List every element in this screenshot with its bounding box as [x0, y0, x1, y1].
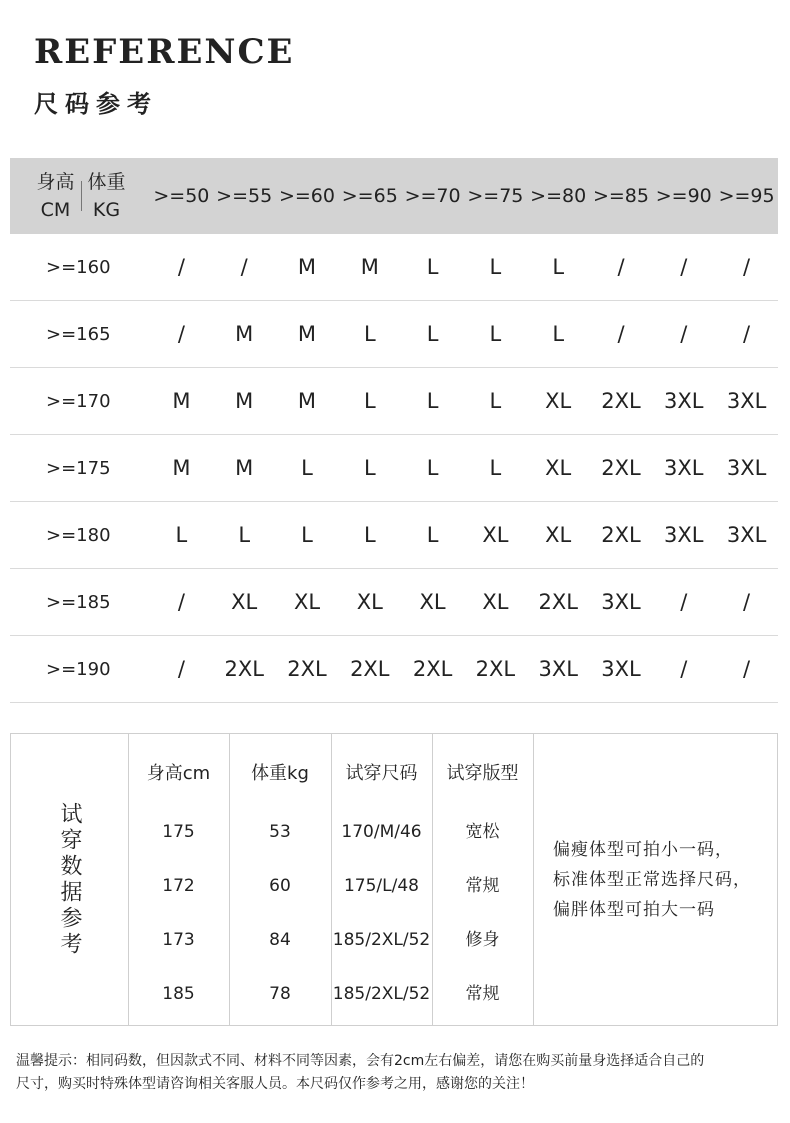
tryon-column-header: 身高cm — [146, 763, 211, 784]
size-cell: / — [652, 301, 715, 368]
tryon-cell: 185/2XL/52 — [332, 930, 431, 950]
size-cell: 2XL — [464, 636, 527, 703]
size-cell: XL — [464, 502, 527, 569]
size-cell: 2XL — [590, 502, 653, 569]
weight-column-header: >=75 — [464, 158, 527, 234]
tryon-cell: 60 — [269, 876, 291, 896]
advice-line: 偏胖体型可拍大一码 — [553, 899, 715, 920]
tryon-cell: 175/L/48 — [343, 876, 419, 896]
weight-column-header: >=70 — [401, 158, 464, 234]
size-chart-corner-header — [10, 158, 150, 234]
size-cell: / — [590, 234, 653, 301]
size-cell: / — [150, 234, 213, 301]
tryon-column — [229, 734, 331, 1025]
footer-line: 温馨提示：相同码数，但因款式不同、材料不同等因素，会有2cm左右偏差，请您在购买前量身选择适合自己的 — [16, 1053, 705, 1069]
height-cell: >=185 — [10, 569, 150, 636]
size-cell: 2XL — [590, 435, 653, 502]
size-cell: 2XL — [276, 636, 339, 703]
size-cell: 2XL — [338, 636, 401, 703]
advice-line: 偏瘦体型可拍小一码， — [553, 839, 733, 860]
size-chart-row — [10, 234, 778, 301]
size-cell: L — [338, 502, 401, 569]
size-chart-row — [10, 636, 778, 703]
size-cell: L — [150, 502, 213, 569]
size-chart-row — [10, 301, 778, 368]
size-cell: 3XL — [527, 636, 590, 703]
size-chart-row — [10, 502, 778, 569]
height-cell: >=175 — [10, 435, 150, 502]
tryon-cell: 175 — [162, 822, 195, 842]
size-chart-row — [10, 435, 778, 502]
size-cell: / — [715, 234, 778, 301]
size-cell: M — [338, 234, 401, 301]
size-cell: / — [715, 301, 778, 368]
tryon-cell: 常规 — [465, 876, 500, 896]
column-divider — [533, 734, 534, 1025]
size-cell: 3XL — [652, 368, 715, 435]
size-cell: L — [276, 502, 339, 569]
tryon-cell: 宽松 — [465, 822, 500, 842]
size-cell: XL — [527, 435, 590, 502]
weight-column-header: >=55 — [213, 158, 276, 234]
size-chart-row — [10, 569, 778, 636]
size-cell: / — [652, 234, 715, 301]
tryon-column-header: 体重kg — [251, 763, 309, 784]
size-cell: 3XL — [652, 502, 715, 569]
size-cell: XL — [464, 569, 527, 636]
size-cell: M — [213, 301, 276, 368]
size-cell: L — [464, 234, 527, 301]
page-title-en: REFERENCE — [34, 32, 295, 72]
size-cell: XL — [527, 502, 590, 569]
page-title-cn: 尺码参考 — [34, 90, 158, 118]
size-cell: L — [401, 368, 464, 435]
height-column-label: 身高 — [36, 171, 75, 193]
tryon-cell: 常规 — [465, 984, 500, 1004]
size-cell: / — [652, 569, 715, 636]
size-cell: 2XL — [401, 636, 464, 703]
size-cell: L — [464, 368, 527, 435]
weight-column-header: >=60 — [276, 158, 339, 234]
size-cell: L — [338, 368, 401, 435]
size-cell: / — [590, 301, 653, 368]
size-cell: L — [401, 435, 464, 502]
height-unit-label: CM — [40, 199, 71, 221]
size-cell: / — [150, 636, 213, 703]
size-cell: L — [338, 301, 401, 368]
size-cell: L — [527, 301, 590, 368]
size-cell: L — [338, 435, 401, 502]
size-cell: 3XL — [715, 502, 778, 569]
tryon-column-header: 试穿版型 — [446, 763, 519, 784]
size-cell: 3XL — [715, 368, 778, 435]
size-cell: / — [150, 569, 213, 636]
size-cell: M — [276, 234, 339, 301]
tryon-cell: 185 — [162, 984, 195, 1004]
size-cell: 3XL — [590, 569, 653, 636]
size-cell: L — [401, 301, 464, 368]
tryon-column — [128, 734, 229, 1025]
weight-column-header: >=85 — [590, 158, 653, 234]
size-cell: XL — [276, 569, 339, 636]
size-chart-header-row — [10, 158, 778, 234]
tryon-advice — [542, 734, 779, 1025]
size-cell: / — [652, 636, 715, 703]
size-cell: 3XL — [590, 636, 653, 703]
footer-line: 尺寸，购买时特殊体型请咨询相关客服人员。本尺码仅作参考之用，感谢您的关注！ — [16, 1076, 534, 1092]
size-cell: M — [213, 368, 276, 435]
size-chart-body — [10, 234, 778, 703]
size-cell: XL — [527, 368, 590, 435]
weight-column-header: >=90 — [652, 158, 715, 234]
tryon-cell: 78 — [269, 984, 291, 1004]
advice-line: 标准体型正常选择尺码， — [553, 869, 751, 890]
size-cell: L — [213, 502, 276, 569]
size-cell: 2XL — [213, 636, 276, 703]
size-cell: XL — [401, 569, 464, 636]
tryon-cell: 173 — [162, 930, 195, 950]
height-cell: >=190 — [10, 636, 150, 703]
tryon-cell: 修身 — [465, 930, 500, 950]
height-cell: >=165 — [10, 301, 150, 368]
height-cell: >=160 — [10, 234, 150, 301]
tryon-column-header: 试穿尺码 — [345, 763, 418, 784]
size-cell: L — [401, 234, 464, 301]
size-chart-row — [10, 368, 778, 435]
size-cell: L — [464, 435, 527, 502]
size-cell: 3XL — [652, 435, 715, 502]
tryon-reference-box — [10, 733, 778, 1026]
weight-column-label: 体重 — [87, 171, 126, 193]
weight-column-header: >=65 — [338, 158, 401, 234]
tryon-cell: 170/M/46 — [341, 822, 422, 842]
size-cell: L — [464, 301, 527, 368]
size-cell: 2XL — [590, 368, 653, 435]
size-cell: M — [150, 435, 213, 502]
size-cell: 2XL — [527, 569, 590, 636]
size-cell: / — [150, 301, 213, 368]
size-cell: / — [715, 569, 778, 636]
size-cell: L — [401, 502, 464, 569]
size-chart-table — [10, 158, 778, 703]
footer-disclaimer — [16, 1050, 776, 1096]
height-cell: >=180 — [10, 502, 150, 569]
size-cell: M — [276, 368, 339, 435]
size-cell: XL — [338, 569, 401, 636]
size-cell: 3XL — [715, 435, 778, 502]
corner-divider — [81, 181, 82, 211]
tryon-side-label-cell — [11, 734, 128, 1025]
tryon-cell: 172 — [162, 876, 195, 896]
tryon-side-label: 试穿数据参考 — [57, 801, 82, 958]
size-cell: / — [213, 234, 276, 301]
weight-column-header: >=50 — [150, 158, 213, 234]
size-cell: M — [150, 368, 213, 435]
height-cell: >=170 — [10, 368, 150, 435]
weight-column-header: >=80 — [527, 158, 590, 234]
tryon-cell: 84 — [269, 930, 291, 950]
tryon-cell: 185/2XL/52 — [332, 984, 431, 1004]
weight-column-header: >=95 — [715, 158, 778, 234]
size-cell: L — [527, 234, 590, 301]
tryon-column — [432, 734, 533, 1025]
size-cell: / — [715, 636, 778, 703]
size-cell: M — [276, 301, 339, 368]
tryon-cell: 53 — [269, 822, 291, 842]
weight-unit-label: KG — [92, 199, 121, 221]
size-cell: XL — [213, 569, 276, 636]
size-cell: L — [276, 435, 339, 502]
size-cell: M — [213, 435, 276, 502]
tryon-column — [331, 734, 432, 1025]
